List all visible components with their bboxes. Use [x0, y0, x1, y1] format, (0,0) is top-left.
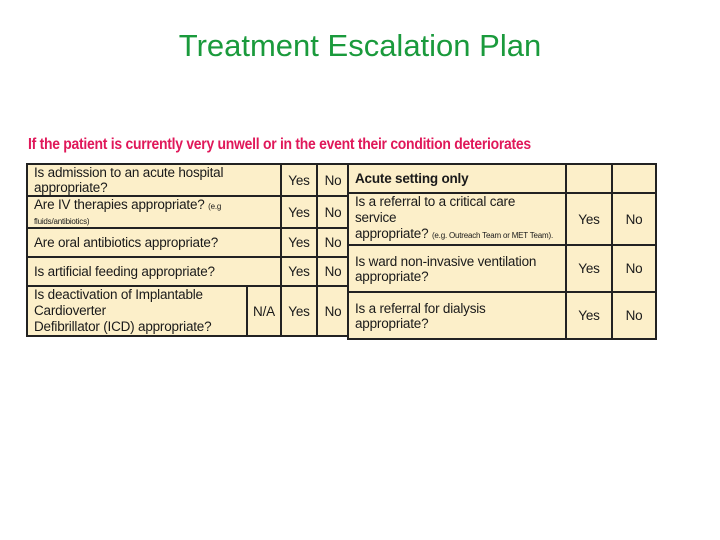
question-text: appropriate? — [355, 226, 429, 241]
no-option[interactable]: No — [612, 292, 656, 339]
empty-cell — [612, 164, 656, 193]
question-cell: Is a referral for dialysis appropriate? — [348, 292, 566, 339]
form-heading: If the patient is currently very unwell or in the event their condition deteriorates — [28, 136, 531, 153]
question-line: Is a referral to a critical care service — [355, 194, 516, 225]
yes-option[interactable]: Yes — [566, 245, 612, 292]
no-option[interactable]: No — [317, 228, 349, 257]
yes-option[interactable]: Yes — [281, 164, 317, 196]
table-row — [27, 257, 349, 286]
no-option[interactable]: No — [612, 245, 656, 292]
question-text: Are IV therapies appropriate? — [34, 197, 205, 212]
table-row — [348, 193, 656, 245]
table-row — [348, 245, 656, 292]
question-cell — [27, 196, 281, 228]
yes-option[interactable]: Yes — [281, 257, 317, 286]
question-line: Is deactivation of Implantable Cardioverter — [34, 287, 203, 318]
yes-option[interactable]: Yes — [566, 292, 612, 339]
table-row — [348, 164, 656, 193]
table-row — [348, 292, 656, 339]
acute-setting-header: Acute setting only — [348, 164, 566, 193]
escalation-table-left — [26, 163, 350, 337]
table-row — [27, 196, 349, 228]
table-row — [27, 286, 349, 336]
question-cell — [348, 193, 566, 245]
question-line: Defibrillator (ICD) appropriate? — [34, 319, 212, 334]
table-row — [27, 228, 349, 257]
yes-option[interactable]: Yes — [281, 196, 317, 228]
no-option[interactable]: No — [317, 196, 349, 228]
no-option[interactable]: No — [612, 193, 656, 245]
question-note: (e.g. Outreach Team or MET Team). — [431, 231, 553, 240]
no-option[interactable]: No — [317, 257, 349, 286]
yes-option[interactable]: Yes — [281, 228, 317, 257]
question-note: (e.g fluids/antibiotics) — [34, 202, 222, 226]
question-cell: Are oral antibiotics appropriate? — [27, 228, 281, 257]
question-cell: Is ward non-invasive ventilation appropriate? — [348, 245, 566, 292]
question-cell — [27, 286, 247, 336]
question-cell: Is artificial feeding appropriate? — [27, 257, 281, 286]
yes-option[interactable]: Yes — [281, 286, 317, 336]
question-line — [355, 226, 559, 244]
escalation-table-right — [347, 163, 657, 340]
table-row — [27, 164, 349, 196]
question-cell: Is admission to an acute hospital appropriate? — [27, 164, 281, 196]
na-option[interactable]: N/A — [247, 286, 281, 336]
empty-cell — [566, 164, 612, 193]
slide-title: Treatment Escalation Plan — [178, 28, 542, 63]
no-option[interactable]: No — [317, 164, 349, 196]
no-option[interactable]: No — [317, 286, 349, 336]
yes-option[interactable]: Yes — [566, 193, 612, 245]
